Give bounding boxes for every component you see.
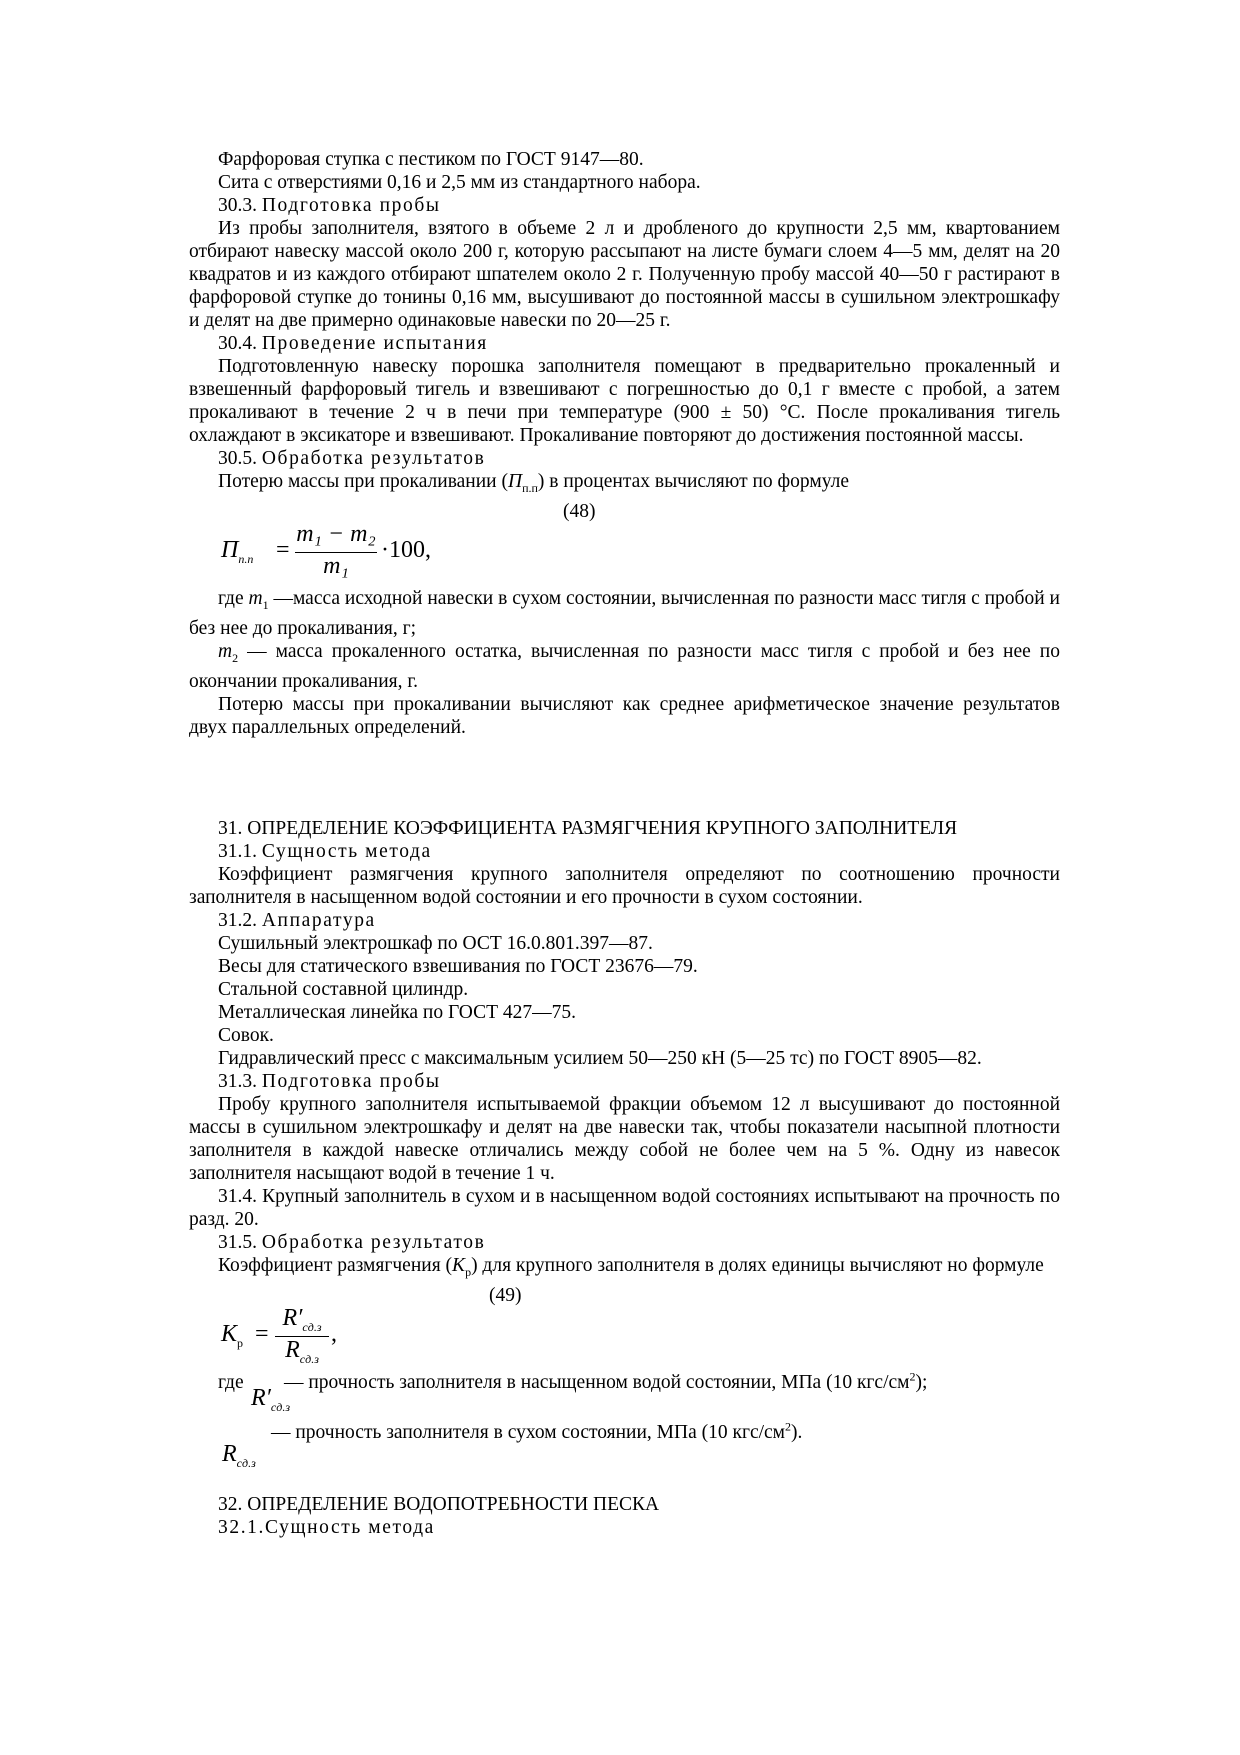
paragraph: Потерю массы при прокаливании $(П_{п.п})$ в процентах вычисляют по формуле — [218, 471, 850, 495]
paragraph: Коэффициент размягчения $(K_р)$ для крупного заполнителя в долях единицы вычисляют но формуле — [218, 1254, 1044, 1279]
equation-number: (48) — [563, 500, 596, 522]
section-heading: 31.5. Обработка результатов — [218, 1231, 486, 1253]
paragraph: Потерю массы при прокаливании вычисляют как среднее арифметическое значение результатов двух параллельных определений. — [189, 693, 1060, 738]
paragraph: Коэффициент размягчения крупного заполнителя определяют по соотношению прочности заполнителя в насыщенном водой состоянии и его прочности в сухом состоянии. — [189, 863, 1060, 908]
list-item: Весы для статического взвешивания по ГОСТ 23676—79. — [218, 955, 698, 977]
section-heading: 31.2. Аппаратура — [218, 909, 376, 931]
formula-49: $K_р$ = $R'_{сд.з}$ $R_{сд.з}$ , — [189, 1307, 1060, 1371]
paragraph: 31.4. Крупный заполнитель в сухом и в насыщенном водой состояниях испытывают на прочность по разд. 20. — [189, 1185, 1060, 1230]
section-heading: 32.1.Сущность метода — [218, 1516, 435, 1538]
section-heading: 30.4. Проведение испытания — [218, 333, 488, 354]
paragraph: Из пробы заполнителя, взятого в объеме 2 л и дробленого до крупности 2,5 мм, квартованием отбирают навеску массой около 200 г, которую рассыпают на листе бумаги слоем 4—5 мм, делят на 20 квадратов и из каждого отбирают шпателем около 2 г. Полученную пробу массой 40—50 г растирают в фарфоровой ступке до тонины 0,16 мм, высушивают до постоянной массы в сушильном электрошкафу и делят на две примерно одинаковые навески по 20—25 г. — [189, 218, 1060, 331]
paragraph: $m_2$ — масса прокаленного остатка, вычисленная по разности масс тигля с пробой и без нее по окончании прокаливания, г. — [189, 640, 1060, 692]
paragraph: Подготовленную навеску порошка заполнителя помещают в предварительно прокаленный и взвешенный фарфоровый тигель и взвешивают с погрешностью до 0,1 г вместе с пробой, а затем прокаливают в течение 2 ч в печи при температуре (900 ± 50) °С. После прокаливания тигель охлаждают в эксикаторе и взвешивают. Прокаливание повторяют до достижения постоянной массы. — [189, 356, 1060, 446]
formula-48: $П_{п.п}$ = $\frac{\text{m₁ − m₂}}{\text{m₁}}$ ·100, — [221, 520, 431, 579]
where-block: где — прочность заполнителя в насыщенном водой состоянии, МПа (10 кгс/$см^2$); $R'_{сд.з}$ — прочность заполнителя в сухом состоянии, МПа (10 кгс/$см^2$). $R_{сд.з}$ — [218, 1369, 928, 1470]
paragraph: Пробу крупного заполнителя испытываемой фракции объемом 12 л высушивают до постоянной массы в сушильном электрошкафу и делят на две навески так, чтобы показатели насыпной плотности заполнителя в каждой навеске отличались между собой не более чем на 5 %. Одну из навесок заполнителя насыщают водой в течение 1 ч. — [189, 1093, 1060, 1184]
section-title: 31. ОПРЕДЕЛЕНИЕ КОЭФФИЦИЕНТА РАЗМЯГЧЕНИЯ КРУПНОГО ЗАПОЛНИТЕЛЯ — [218, 817, 958, 839]
document-page — [189, 148, 1060, 1539]
section-title: 32. ОПРЕДЕЛЕНИЕ ВОДОПОТРЕБНОСТИ ПЕСКА — [218, 1493, 660, 1515]
list-item: Сушильный электрошкаф по ОСТ 16.0.801.397—87. — [218, 932, 653, 954]
list-item: Совок. — [218, 1024, 274, 1046]
equation-number: (49) — [489, 1284, 522, 1306]
list-item: Гидравлический пресс с максимальным усилием 50—250 кН (5—25 тс) по ГОСТ 8905—82. — [218, 1047, 982, 1069]
list-item: Стальной составной цилиндр. — [218, 978, 469, 1000]
text-line: Сита с отверстиями 0,16 и 2,5 мм из стандартного набора. — [218, 172, 701, 193]
section-heading: 30.5. Обработка результатов — [218, 448, 486, 469]
text-line: Фарфоровая ступка с пестиком по ГОСТ 9147—80. — [218, 149, 644, 170]
list-item: Металлическая линейка по ГОСТ 427—75. — [218, 1001, 576, 1023]
paragraph: где $m_1$ —масса исходной навески в сухом состоянии, вычисленная по разности масс тигля с пробой и без нее до прокаливания, г; — [189, 587, 1060, 639]
section-heading: 31.1. Сущность метода — [218, 840, 432, 862]
section-heading: 31.3. Подготовка пробы — [218, 1070, 441, 1092]
section-heading: 30.3. Подготовка пробы — [218, 195, 441, 216]
